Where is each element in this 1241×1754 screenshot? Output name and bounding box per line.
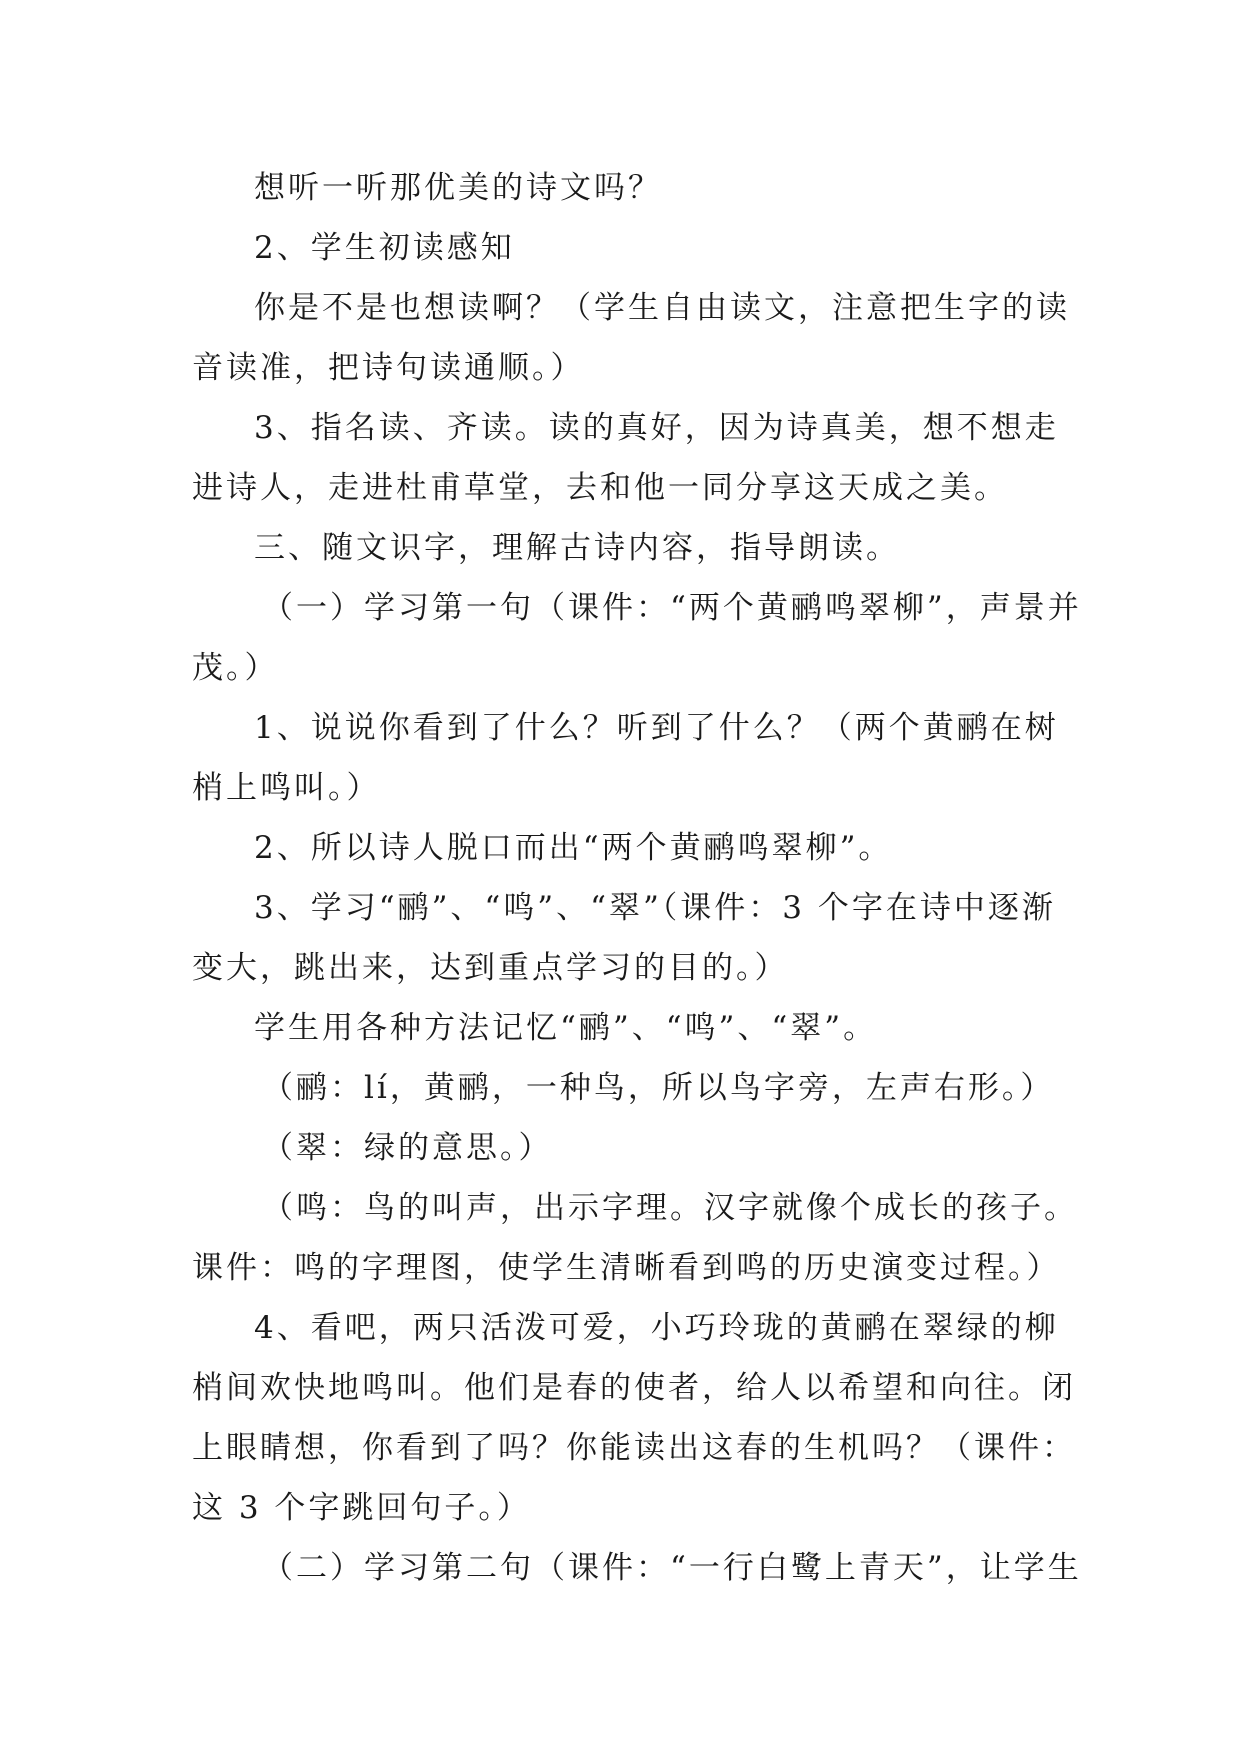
section-heading: 三、随文识字，理解古诗内容，指导朗读。: [254, 530, 900, 566]
subsection-heading: （一）学习第一句（课件：“两个黄鹂鸣翠柳”，声景并: [262, 590, 1082, 626]
text-line: （翠：绿的意思。）: [262, 1130, 553, 1166]
text-line: 这 3 个字跳回句子。）: [192, 1490, 531, 1526]
text-line: 学生用各种方法记忆“鹂”、“鸣”、“翠”。: [254, 1010, 878, 1046]
text-line: 2、所以诗人脱口而出“两个黄鹂鸣翠柳”。: [254, 830, 893, 866]
text-line: 1、说说你看到了什么？听到了什么？（两个黄鹂在树: [254, 710, 1059, 746]
subsection-heading: （二）学习第二句（课件：“一行白鹭上青天”，让学生: [262, 1550, 1082, 1586]
text-line: 想听一听那优美的诗文吗？: [254, 170, 662, 206]
text-line: 进诗人，走进杜甫草堂，去和他一同分享这天成之美。: [192, 470, 1008, 506]
text-line: 4、看吧，两只活泼可爱，小巧玲珑的黄鹂在翠绿的柳: [254, 1310, 1059, 1346]
text-line: 2、学生初读感知: [254, 230, 515, 266]
text-line: （鸣：鸟的叫声，出示字理。汉字就像个成长的孩子。: [262, 1190, 1078, 1226]
text-line: 3、学习“鹂”、“鸣”、“翠”（课件：3 个字在诗中逐渐: [254, 890, 1056, 926]
text-line: 变大，跳出来，达到重点学习的目的。）: [192, 950, 789, 986]
text-line: 茂。）: [192, 650, 279, 686]
text-line: 3、指名读、齐读。读的真好，因为诗真美，想不想走: [254, 410, 1059, 446]
text-line: 梢上鸣叫。）: [192, 770, 381, 806]
text-line: 梢间欢快地鸣叫。他们是春的使者，给人以希望和向往。闭: [192, 1370, 1076, 1406]
text-line: （鹂：lí，黄鹂，一种鸟，所以鸟字旁，左声右形。）: [262, 1070, 1055, 1106]
text-line: 音读准，把诗句读通顺。）: [192, 350, 585, 386]
text-line: 课件：鸣的字理图，使学生清晰看到鸣的历史演变过程。）: [192, 1250, 1061, 1286]
text-line: 上眼睛想，你看到了吗？你能读出这春的生机吗？（课件：: [192, 1430, 1076, 1466]
document-body: [192, 158, 1082, 1598]
text-line: 你是不是也想读啊？（学生自由读文，注意把生字的读: [254, 290, 1070, 326]
